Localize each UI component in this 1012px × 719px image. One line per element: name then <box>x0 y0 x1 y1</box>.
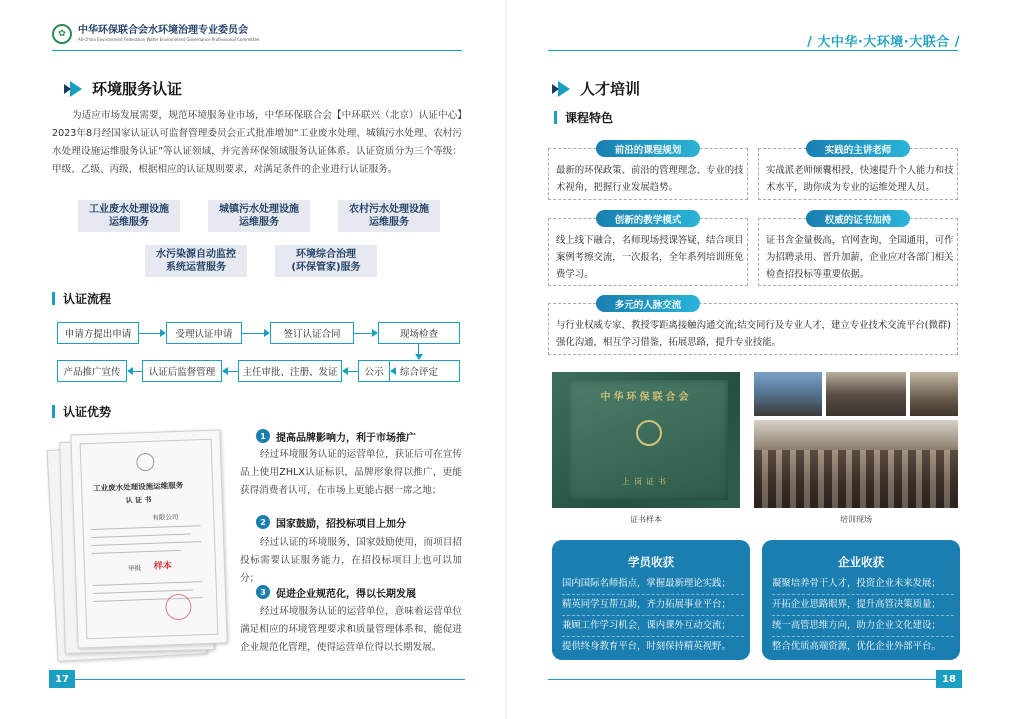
flow-step-evaluation: 综合评定 <box>378 360 460 382</box>
list-item: 国内国际名师指点，掌握最新理论实践； <box>562 574 744 595</box>
certificate-sample-image <box>52 432 242 662</box>
adv-heading-2: 国家鼓励，招投标项目上加分 <box>276 519 406 530</box>
arrow-right-icon <box>264 329 270 337</box>
caption-training: 培训现场 <box>840 515 872 524</box>
right-page <box>506 0 1012 719</box>
arrow <box>133 371 142 372</box>
service-box-rural: 农村污水处理设施 运维服务 <box>338 200 440 232</box>
advantages-title: 认证优势 <box>52 403 111 420</box>
feature-title-teaching-mode: 创新的教学模式 <box>596 210 700 227</box>
training-photo-1 <box>754 372 822 416</box>
feature-text-curriculum: 最新的环保政策、前沿的管理理念、专业的技术视角，把握行业发展趋势。 <box>556 165 744 193</box>
org-header <box>52 24 259 44</box>
student-gains-list <box>562 574 744 657</box>
page-number-right: 18 <box>936 670 962 688</box>
adv-number-2: 2 <box>256 515 270 529</box>
arrow <box>354 333 372 334</box>
arrow-left-icon <box>390 367 396 375</box>
arrow <box>348 371 358 372</box>
list-item: 兼顾工作学习机会，课内课外互动交流； <box>562 616 744 637</box>
org-logo-icon: ✿ <box>52 24 72 44</box>
flow-step-supervision: 认证后监督管理 <box>142 360 222 382</box>
adv-text-1: 经过环境服务认证的运营单位，获证后可在宣传品上使用ZHLX认证标识，品牌形象得以推广，更能获得消费者认可，在市场上更能占据一席之地； <box>240 449 462 496</box>
arrow-down-icon <box>415 354 423 360</box>
cert-company: 有限公司 <box>152 512 179 522</box>
section-title-training: 人才培训 <box>558 78 640 99</box>
book-title: 中华环保联合会 <box>600 392 692 403</box>
caption-certificate: 证书样本 <box>630 515 662 524</box>
list-item: 统一高管思维方向，助力企业文化建设； <box>772 616 954 637</box>
cert-stamp: 样本 <box>153 561 173 572</box>
course-features-title: 课程特色 <box>554 109 613 126</box>
arrow-left-icon <box>127 367 133 375</box>
service-box-urban: 城镇污水处理设施 运维服务 <box>208 200 310 232</box>
adv-text-2: 经过认证的环境服务，国家鼓励使用，而项目招投标需要认证服务能力，在招投标项目上也可以加分； <box>240 537 462 584</box>
adv-number-1: 1 <box>256 429 270 443</box>
feature-text-network: 与行业权威专家、教授零距离接触沟通交流;结交同行及专业人才，建立专业技术交流平台(微群)强化沟通，相互学习借鉴，拓展思路，提升专业技能。 <box>556 320 951 348</box>
header-rule <box>52 50 462 51</box>
flow-step-accept: 受理认证申请 <box>166 322 242 344</box>
arrow <box>228 371 238 372</box>
feature-text-certificate: 证书含金量极高，官网查询，全国通用，可作为招聘录用、晋升加薪，企业应对各部门相关检查招投标等重要依据。 <box>766 235 954 280</box>
list-item: 凝聚培养骨干人才，投资企业未来发展； <box>772 574 954 595</box>
arrow <box>139 333 160 334</box>
feature-text-teachers: 实战派老师倾囊相授，快速提升个人能力和技术水平，助你成为专业的运维处理人员。 <box>766 165 954 193</box>
org-name: 中华环保联合会水环境治理专业委员会 <box>78 25 248 36</box>
service-box-industrial: 工业废水处理设施 运维服务 <box>78 200 180 232</box>
enterprise-gains-list <box>772 574 954 657</box>
arrow <box>242 333 264 334</box>
arrow-right-icon <box>160 329 166 337</box>
cert-subtitle: 认 证 书 <box>125 495 152 505</box>
list-item: 精英同学互帮互助，齐力拓展事业平台； <box>562 595 744 616</box>
flow-step-inspection: 现场检查 <box>378 322 460 344</box>
page-number-left: 17 <box>49 670 75 688</box>
book-footer: 上岗证书 <box>622 477 670 486</box>
slogan: / 大中华·大环境·大联合 / <box>807 35 960 50</box>
student-gains-box <box>552 540 750 660</box>
enterprise-gains-box <box>762 540 960 660</box>
list-item: 提供终身教育平台，时刻保持精英视野。 <box>562 641 731 652</box>
service-box-monitoring: 水污染源自动监控 系统运营服务 <box>145 245 247 277</box>
certificate-book-photo <box>552 372 740 508</box>
cert-level: 甲级 <box>127 564 142 573</box>
cert-title: 工业废水处理设施运维服务 <box>93 480 184 493</box>
list-item: 开拓企业思路眼界，提升高管决策质量； <box>772 595 954 616</box>
adv-number-3: 3 <box>256 585 270 599</box>
adv-heading-3: 促进企业规范化，得以长期发展 <box>276 589 416 600</box>
flow-step-apply: 申请方提出申请 <box>57 322 139 344</box>
flow-step-approval: 主任审批、注册、发证 <box>238 360 342 382</box>
triangle-icon <box>70 81 82 97</box>
training-photo-2 <box>826 372 906 416</box>
header-rule <box>548 50 958 51</box>
service-box-steward: 环境综合治理 (环保管家)服务 <box>275 245 377 277</box>
triangle-icon <box>558 81 570 97</box>
flow-step-publicity: 公示 <box>358 360 390 382</box>
flow-step-promotion: 产品推广宣传 <box>57 360 127 382</box>
list-item: 整合优质高端资源，优化企业外部平台。 <box>772 641 941 652</box>
feature-title-network: 多元的人脉交流 <box>596 295 700 312</box>
feature-title-teachers: 实践的主讲老师 <box>806 140 910 157</box>
flow-step-contract: 签订认证合同 <box>270 322 354 344</box>
adv-text-3: 经过环境服务认证的运营单位，意味着运营单位满足相应的环境管理要求和质量管理体系和，能促进企业规范化管理，使得运营单位得以长期发展。 <box>240 606 462 653</box>
training-photo-main <box>754 420 958 508</box>
arrow-left-icon <box>342 367 348 375</box>
flow-title: 认证流程 <box>52 290 111 307</box>
student-gains-title: 学员收获 <box>628 555 674 569</box>
footer-rule <box>548 679 936 680</box>
training-photo-3 <box>910 372 958 416</box>
feature-title-curriculum: 前沿的课程规划 <box>596 140 700 157</box>
arrow-right-icon <box>372 329 378 337</box>
adv-heading-1: 提高品牌影响力，利于市场推广 <box>276 433 416 444</box>
section-title-cert: 环境服务认证 <box>70 78 182 99</box>
enterprise-gains-title: 企业收获 <box>838 555 884 569</box>
footer-rule <box>75 679 465 680</box>
emblem-icon <box>636 420 662 446</box>
arrow <box>418 344 419 354</box>
arrow-left-icon <box>222 367 228 375</box>
feature-title-certificate: 权威的证书加持 <box>806 210 910 227</box>
feature-text-teaching-mode: 线上线下融合，名师现场授课答疑，结合项目案例考擦交流，一次报名，全年系列培训班免费学习。 <box>556 235 744 280</box>
intro-paragraph: 为适应市场发展需要，规范环境服务业市场，中华环保联合会【中环联兴（北京）认证中心】2023年8月经国家认证认可监督管理委员会正式批准增加“工业废水处理、城镇污水处理、农村污水处理设施运维服务认证”等认证领域，并完善环保领域服务认证体系。认证资质分为三个等级：甲级、乙级、丙级，根据相应的认证规则要求，对满足条件的企业进行认证服务。 <box>52 110 462 175</box>
org-subtitle: All-China Environment Federation Water Environment Governance Professional Committee <box>78 37 260 42</box>
